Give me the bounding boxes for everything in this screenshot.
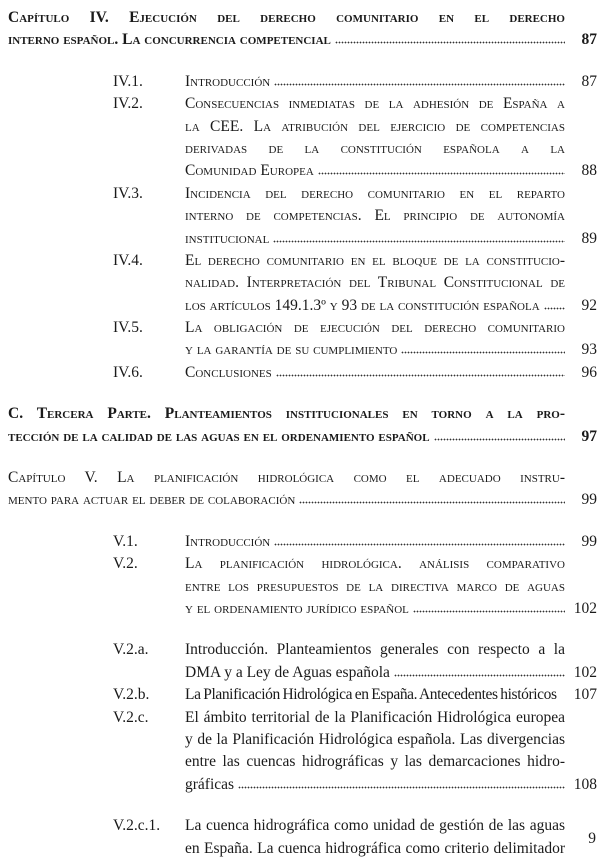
dot-leader bbox=[238, 779, 565, 789]
title-line bbox=[185, 295, 597, 317]
title-line bbox=[185, 205, 565, 227]
title-text: Introducción. Planteamientos generales con respecto a la bbox=[185, 641, 565, 659]
title-text: Capítulo V. La planificación hidrológica como el adecuado instru- bbox=[8, 469, 565, 487]
table-of-contents bbox=[0, 7, 600, 860]
title-line bbox=[185, 160, 597, 182]
entry-title bbox=[185, 183, 597, 250]
entry-number: V.2.b. bbox=[113, 686, 150, 704]
dot-leader bbox=[273, 233, 565, 243]
toc-heading[interactable] bbox=[0, 7, 600, 52]
title-text: gráficas bbox=[185, 775, 235, 793]
title-text: derivadas de la constitución española a la bbox=[185, 139, 565, 157]
title-line bbox=[185, 138, 565, 160]
title-text: Incidencia del derecho comunitario en el reparto bbox=[185, 184, 565, 202]
dot-leader bbox=[276, 367, 565, 377]
title-line bbox=[185, 815, 565, 837]
title-text: C. Tercera Parte. Planteamientos institucionales en torno a la pro- bbox=[8, 405, 565, 423]
toc-entry[interactable] bbox=[0, 553, 600, 620]
entry-title bbox=[185, 250, 597, 317]
title-line bbox=[8, 426, 597, 448]
title-line bbox=[185, 116, 565, 138]
title-text: Introducción bbox=[185, 72, 271, 90]
toc-entry[interactable] bbox=[0, 684, 600, 706]
dot-leader bbox=[544, 300, 565, 310]
toc-entry[interactable] bbox=[0, 317, 600, 362]
title-text: tección de la calidad de las aguas en el ordenamiento español bbox=[8, 427, 430, 445]
title-line bbox=[8, 7, 565, 29]
page-ref: 102 bbox=[573, 599, 597, 617]
toc-entry[interactable] bbox=[0, 707, 600, 797]
dot-leader bbox=[413, 603, 565, 613]
title-line bbox=[185, 317, 565, 339]
title-line bbox=[8, 489, 597, 511]
entry-title bbox=[185, 531, 597, 553]
page-ref: 99 bbox=[581, 532, 597, 550]
page-ref: 87 bbox=[581, 72, 597, 90]
title-line bbox=[185, 774, 597, 796]
page-ref: 107 bbox=[573, 686, 597, 704]
entry-title bbox=[185, 317, 597, 362]
entry-title bbox=[185, 684, 597, 706]
entry-number: IV.2. bbox=[113, 95, 143, 113]
toc-entry[interactable] bbox=[0, 531, 600, 553]
title-text: entre los presupuestos de la directiva marco de aguas bbox=[185, 577, 565, 595]
title-text: en España. La cuenca hidrográfica como criterio delimitador bbox=[185, 839, 565, 857]
title-text: nalidad. Interpretación del Tribunal Constitucional de bbox=[185, 274, 565, 292]
page-ref: 93 bbox=[581, 341, 597, 359]
entry-number: V.1. bbox=[113, 532, 138, 550]
title-text: entre las cuencas hidrográficas y las demarcaciones hidro- bbox=[185, 753, 565, 771]
page-ref: 97 bbox=[581, 427, 597, 445]
title-line bbox=[185, 339, 597, 361]
title-line bbox=[185, 228, 597, 250]
dot-leader bbox=[318, 165, 565, 175]
title-line bbox=[8, 403, 565, 425]
title-line bbox=[185, 250, 565, 272]
dot-leader bbox=[394, 667, 565, 677]
title-text: La Planificación Hidrológica en España. Antecedentes históricos bbox=[185, 686, 557, 704]
page-ref: 87 bbox=[581, 31, 597, 49]
entry-number: IV.6. bbox=[113, 363, 143, 381]
entry-number: V.2. bbox=[113, 555, 138, 573]
page-ref: 92 bbox=[581, 296, 597, 314]
page-ref: 96 bbox=[581, 363, 597, 381]
title-text: institucional bbox=[185, 229, 270, 247]
title-line bbox=[185, 553, 565, 575]
page-ref: 99 bbox=[581, 491, 597, 509]
entry-number: IV.3. bbox=[113, 184, 143, 202]
dot-leader bbox=[401, 344, 565, 354]
title-text: La obligación de ejecución del derecho comunitario bbox=[185, 319, 565, 337]
title-line bbox=[185, 183, 565, 205]
title-text: la CEE. La atribución del ejercicio de competencias bbox=[185, 117, 565, 135]
title-line bbox=[8, 467, 565, 489]
entry-title bbox=[185, 71, 597, 93]
dot-leader bbox=[299, 494, 565, 504]
entry-number: IV.1. bbox=[113, 72, 143, 90]
entry-title bbox=[185, 639, 597, 684]
title-line bbox=[185, 272, 565, 294]
title-text: La planificación hidrológica. análisis comparativo bbox=[185, 555, 565, 573]
title-text: El ámbito territorial de la Planificación Hidrológica europea bbox=[185, 708, 565, 726]
title-line bbox=[8, 29, 597, 51]
toc-entry[interactable] bbox=[0, 183, 600, 250]
toc-entry[interactable] bbox=[0, 362, 600, 384]
title-line bbox=[185, 93, 565, 115]
title-text: interno español. La concurrencia competencial bbox=[8, 31, 331, 49]
title-text: mento para actuar el deber de colaboración bbox=[8, 491, 296, 509]
toc-entry[interactable] bbox=[0, 250, 600, 317]
title-line bbox=[185, 707, 565, 729]
entry-title bbox=[8, 403, 597, 448]
title-text: y la garantía de su cumplimiento bbox=[185, 341, 398, 359]
entry-title bbox=[185, 707, 597, 797]
title-text: y el ordenamiento jurídico español bbox=[185, 599, 409, 617]
title-line bbox=[185, 362, 597, 384]
title-text: y de la Planificación Hidrológica española. Las divergencias bbox=[185, 730, 565, 748]
title-line bbox=[185, 531, 597, 553]
entry-title bbox=[185, 362, 597, 384]
page-ref: 89 bbox=[581, 229, 597, 247]
title-text: Conclusiones bbox=[185, 363, 272, 381]
title-text: Introducción bbox=[185, 532, 271, 550]
title-line bbox=[185, 684, 597, 706]
entry-number: V.2.c. bbox=[113, 708, 149, 726]
dot-leader bbox=[561, 689, 565, 699]
entry-number: IV.4. bbox=[113, 251, 143, 269]
entry-title bbox=[185, 93, 597, 183]
page-ref: 108 bbox=[573, 775, 597, 793]
title-line bbox=[185, 729, 565, 751]
entry-number: V.2.a. bbox=[113, 641, 149, 659]
toc-entry[interactable] bbox=[0, 71, 600, 93]
dot-leader bbox=[274, 536, 565, 546]
title-line bbox=[185, 639, 565, 661]
title-text: El derecho comunitario en el bloque de la constitucio- bbox=[185, 251, 565, 269]
toc-entry[interactable] bbox=[0, 93, 600, 183]
toc-entry[interactable] bbox=[0, 639, 600, 684]
page-ref: 102 bbox=[573, 663, 597, 681]
title-line bbox=[185, 751, 565, 773]
toc-entry[interactable] bbox=[0, 815, 600, 860]
dot-leader bbox=[434, 431, 565, 441]
title-text: Capítulo IV. Ejecución del derecho comunitario en el derecho bbox=[8, 9, 565, 26]
entry-number: V.2.c.1. bbox=[113, 817, 161, 835]
entry-title bbox=[8, 7, 597, 52]
title-line bbox=[185, 576, 565, 598]
title-line bbox=[185, 662, 597, 684]
dot-leader bbox=[335, 34, 565, 44]
page-ref: 88 bbox=[581, 162, 597, 180]
title-text: DMA y a Ley de Aguas española bbox=[185, 663, 390, 681]
page-number: 9 bbox=[588, 830, 596, 847]
toc-heading[interactable] bbox=[0, 467, 600, 512]
title-text: Comunidad Europea bbox=[185, 162, 314, 180]
dot-leader bbox=[274, 76, 565, 86]
title-line bbox=[185, 71, 597, 93]
title-text: La cuenca hidrográfica como unidad de gestión de las aguas bbox=[185, 817, 565, 835]
title-text: interno de competencias. El principio de autonomía bbox=[185, 207, 565, 225]
entry-title bbox=[185, 553, 597, 620]
entry-number: IV.5. bbox=[113, 319, 143, 337]
title-line bbox=[185, 598, 597, 620]
entry-title bbox=[185, 815, 565, 860]
title-text: Consecuencias inmediatas de la adhesión de España a bbox=[185, 95, 565, 113]
toc-heading[interactable] bbox=[0, 403, 600, 448]
title-text: los artículos 149.1.3º y 93 de la constitución española bbox=[185, 296, 540, 314]
entry-title bbox=[8, 467, 597, 512]
